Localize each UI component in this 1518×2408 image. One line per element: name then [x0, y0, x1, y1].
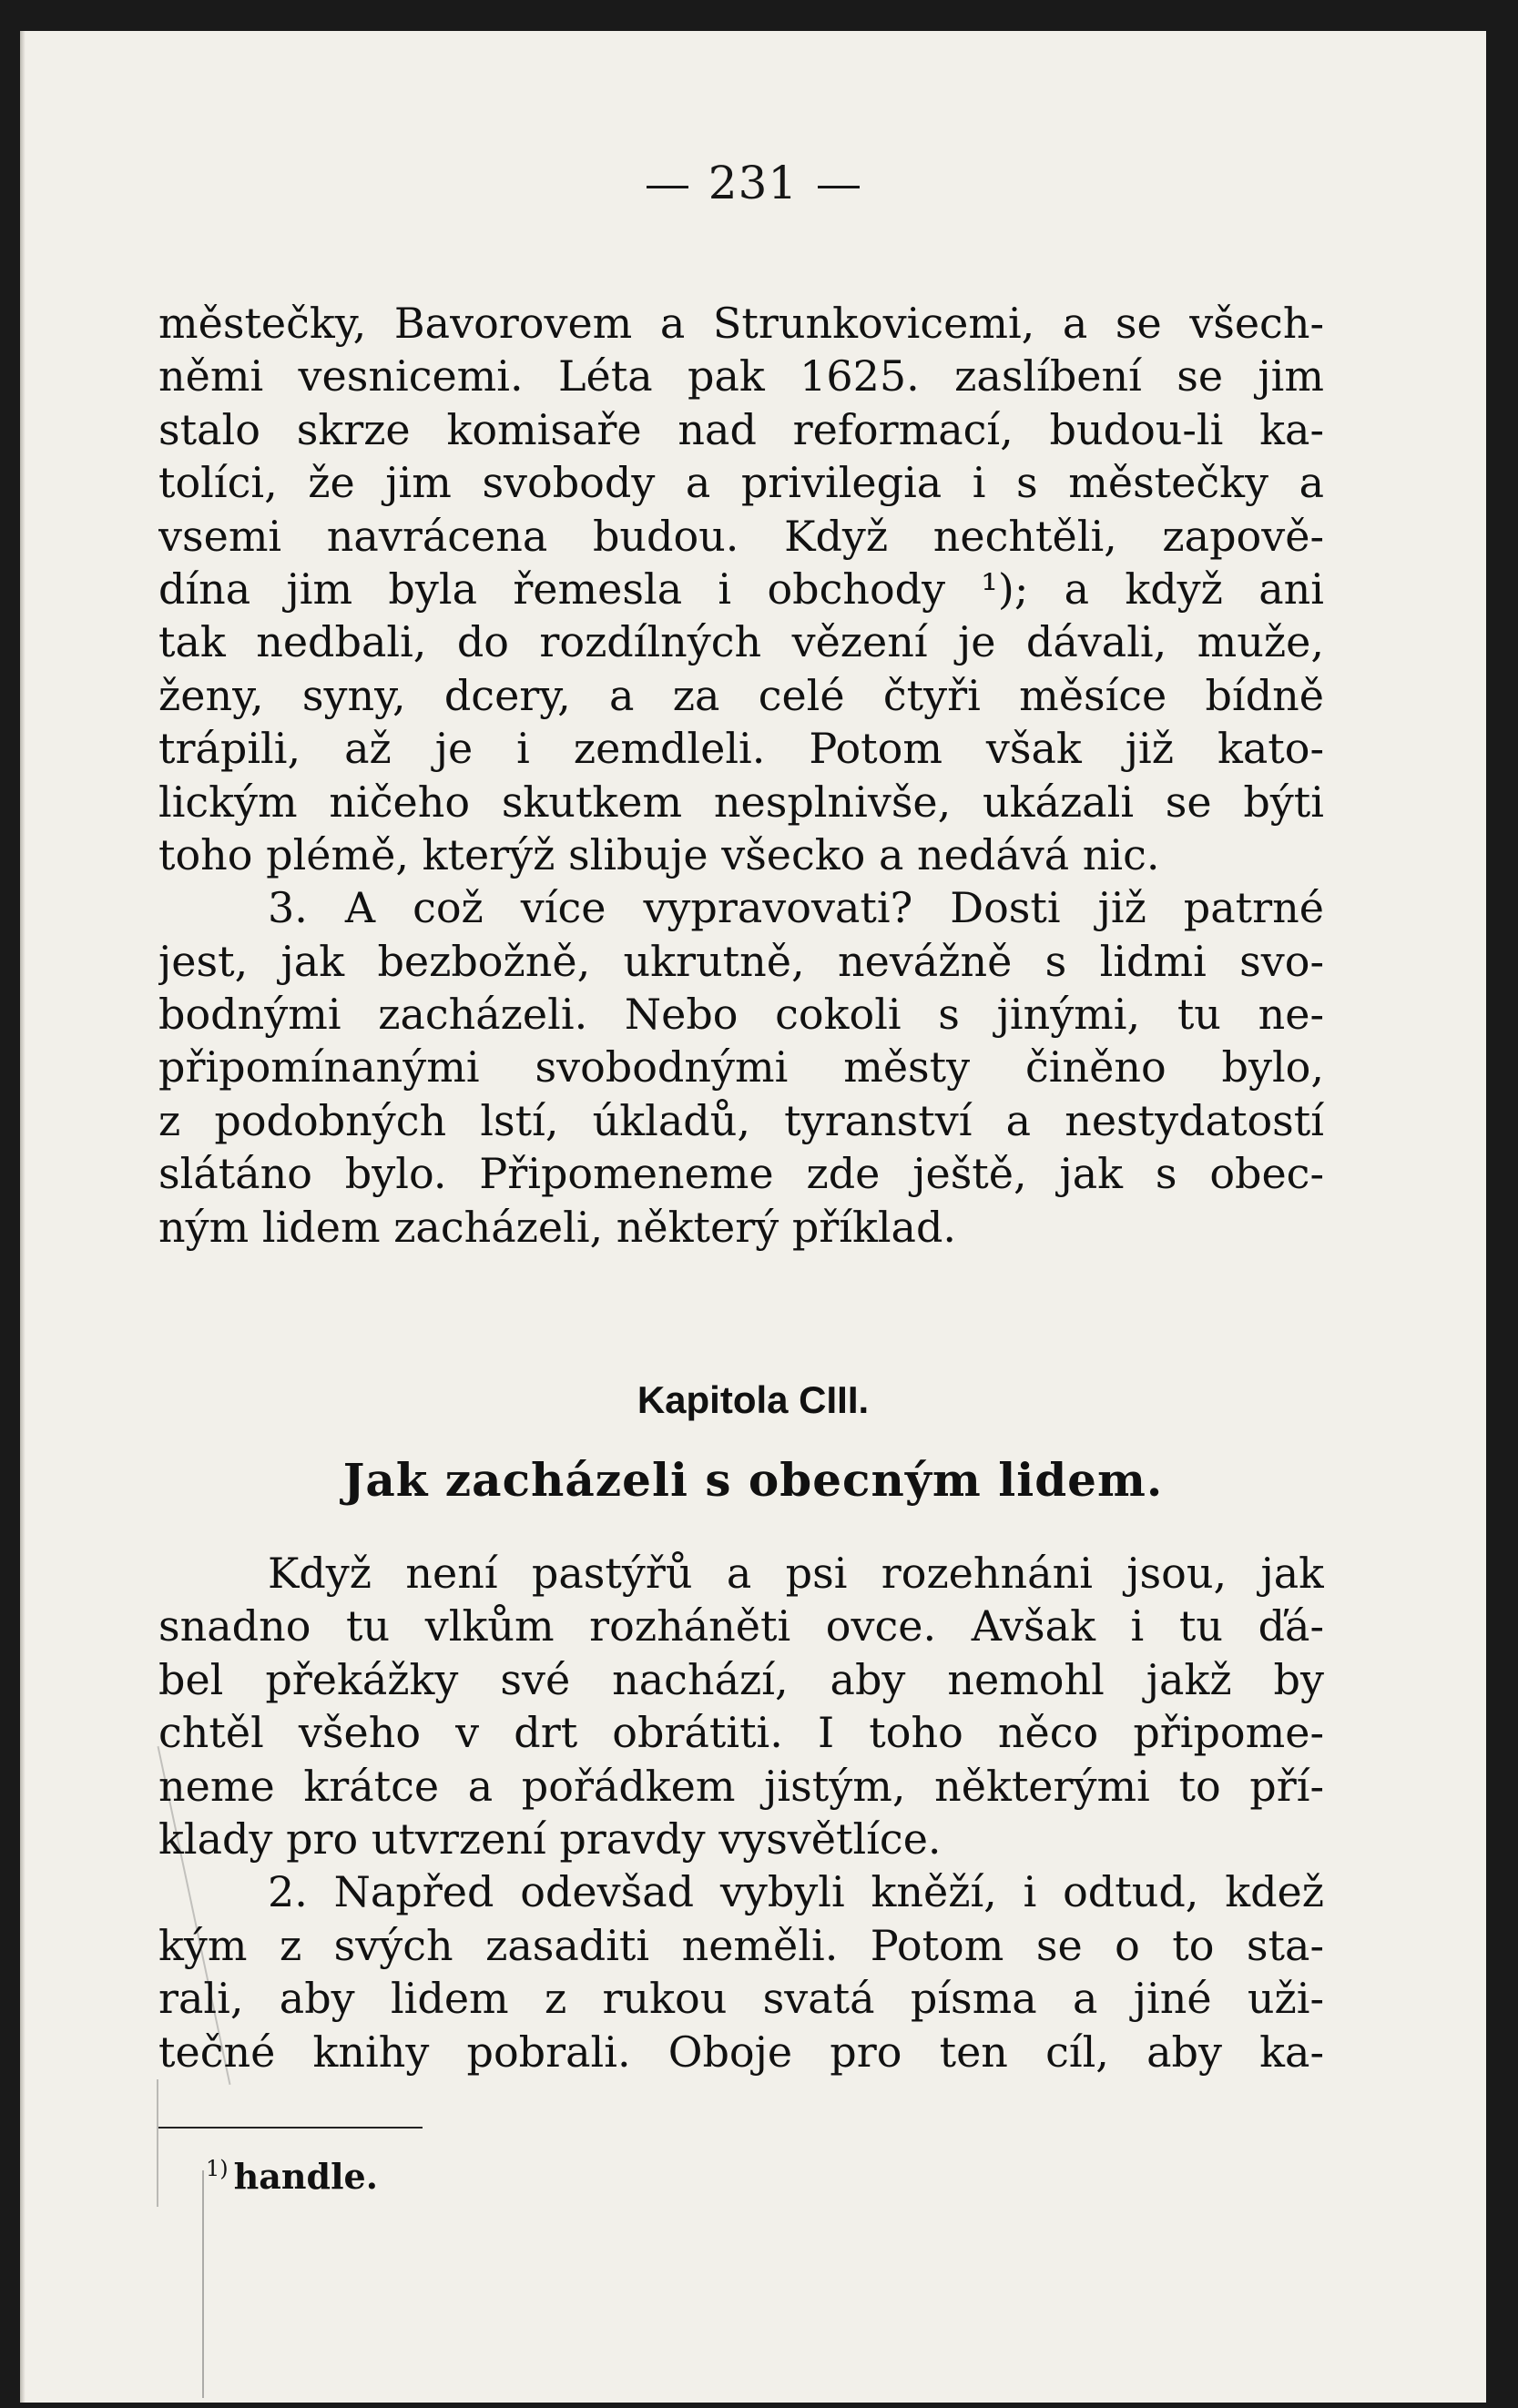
text-line: tečné knihy pobrali. Oboje pro ten cíl, aby ka- [158, 2027, 1324, 2077]
text-line: Když není pastýřů a psi rozehnáni jsou, jak [268, 1549, 1324, 1598]
scan-artifact [157, 2079, 158, 2207]
text-line: stalo skrze komisaře nad reformací, budou-li ka- [158, 404, 1324, 454]
text-line: neme krátce a pořádkem jistým, některými to pří- [158, 1761, 1324, 1811]
text-line: bel překážky své nachází, aby nemohl jakž by [158, 1654, 1324, 1704]
text-line: tak nedbali, do rozdílných vězení je dávali, muže, [158, 617, 1324, 667]
text-line: trápili, až je i zemdleli. Potom však již kato- [158, 724, 1324, 774]
text-line: bodnými zacházeli. Nebo cokoli s jinými, tu ne- [158, 990, 1324, 1040]
dash-right [818, 186, 860, 188]
footnote-divider [158, 2127, 423, 2129]
page-edge [20, 31, 25, 2403]
text-line: slátáno bylo. Připomeneme zde ještě, jak s obec- [158, 1149, 1324, 1199]
text-line: 3. A což více vypravovati? Dosti již patrné [268, 883, 1324, 933]
text-line: městečky, Bavorovem a Strunkovicemi, a se všech- [158, 299, 1324, 348]
text-line: lickým ničeho skutkem nesplnivše, ukázali se býti [158, 777, 1324, 827]
text-line: chtěl všeho v drt obrátiti. I toho něco připome- [158, 1708, 1324, 1758]
book-page [20, 31, 1486, 2403]
footnote-text: handle. [233, 2156, 378, 2197]
text-line: 2. Napřed odevšad vybyli kněží, i odtud, kdež [268, 1867, 1324, 1917]
text-line: dína jim byla řemesla i obchody ¹); a když ani [158, 564, 1324, 614]
text-line: ným lidem zacházeli, některý příklad. [158, 1202, 957, 1252]
text-line: rali, aby lidem z rukou svatá písma a jiné uži- [158, 1974, 1324, 2024]
text-line: toho plémě, kterýž slibuje všecko a nedává nic. [158, 829, 1160, 879]
page-number-value: 231 [708, 157, 799, 209]
text-line: z podobných lstí, úkladů, tyranství a nestydatostí [158, 1095, 1324, 1145]
text-line: klady pro utvrzení pravdy vysvětlíce. [158, 1814, 942, 1864]
chapter-title: Jak zacházeli s obecným lidem. [342, 1453, 1164, 1507]
text-line: připomínanými svobodnými městy činěno bylo, [158, 1042, 1324, 1092]
text-line: ženy, syny, dcery, a za celé čtyři měsíce bídně [158, 670, 1324, 720]
scan-artifact [202, 2170, 204, 2398]
paragraph-continued [158, 297, 1324, 1254]
text-line: němi vesnicemi. Léta pak 1625. zaslíbení se jim [158, 351, 1324, 401]
text-line: jest, jak bezbožně, ukrutně, nevážně s lidmi svo- [158, 936, 1324, 986]
text-line: vsemi navrácena budou. Když nechtěli, zapově- [158, 511, 1324, 561]
page-number [20, 157, 1486, 209]
text-line: kým z svých zasaditi neměli. Potom se o to sta- [158, 1920, 1324, 1970]
chapter-label: Kapitola CIII. [637, 1378, 870, 1421]
text-line: snadno tu vlkům rozháněti ovce. Avšak i tu ďá- [158, 1601, 1324, 1651]
footnote [206, 2156, 378, 2197]
chapter-body [158, 1547, 1324, 2078]
footnote-marker: 1) [206, 2156, 229, 2182]
dash-left [647, 186, 688, 188]
text-line: tolíci, že jim svobody a privilegia i s městečky a [158, 458, 1324, 508]
